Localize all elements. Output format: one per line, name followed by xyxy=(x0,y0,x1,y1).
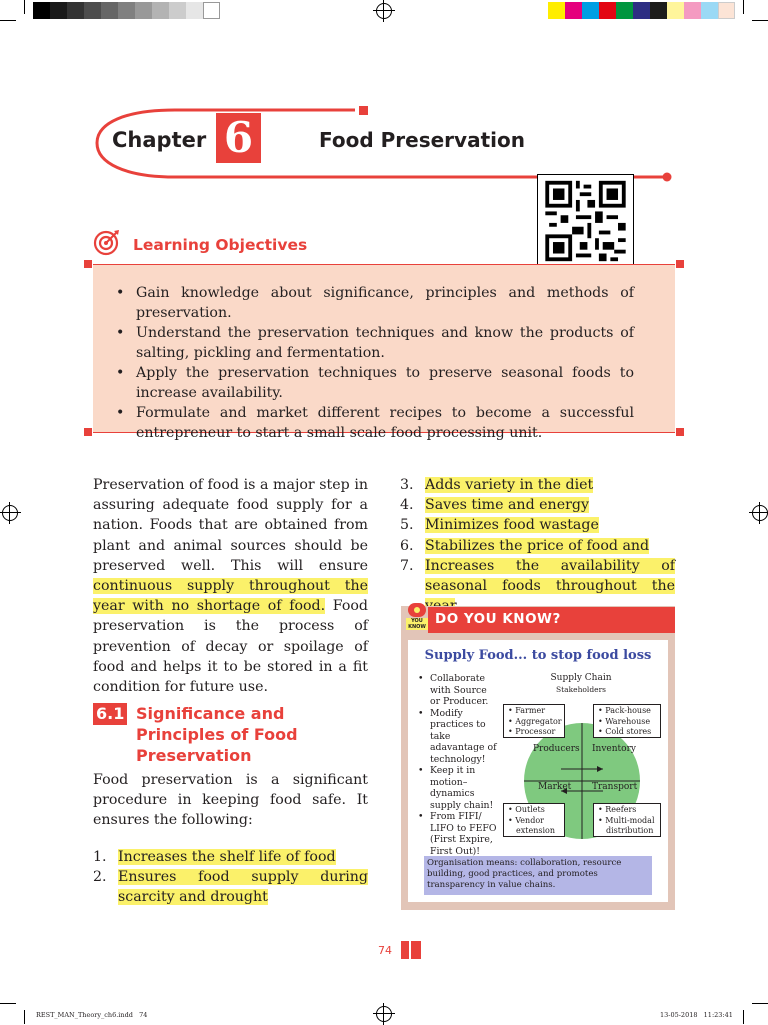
objectives-box-corner xyxy=(84,260,92,268)
badge-label: YOU KNOW xyxy=(406,618,428,630)
benefit-number: 4. xyxy=(400,497,414,514)
benefit-item xyxy=(400,475,675,495)
intro-text-end: Food preservation is the process of prevention of decay or spoilage of food and helps it to be stored in a fit condition for future use. xyxy=(93,598,368,696)
transport-item: • Reefers xyxy=(598,805,637,814)
inventory-item: • Warehouse xyxy=(598,716,651,726)
supply-tips-list xyxy=(416,673,498,857)
objectives-list xyxy=(112,283,634,443)
registration-mark-bottom xyxy=(376,1006,392,1022)
market-box xyxy=(503,803,565,837)
quadrant-market: Market xyxy=(538,782,572,792)
inventory-box xyxy=(593,704,661,738)
quadrant-transport: Transport xyxy=(592,782,638,792)
chapter-title: Food Preservation xyxy=(319,128,525,152)
benefit-text: Stabilizes the price of food and xyxy=(425,537,650,554)
badge-icon xyxy=(408,603,426,617)
quadrant-inventory: Inventory xyxy=(592,744,636,754)
registration-mark-top xyxy=(376,3,392,19)
qr-code-image xyxy=(538,177,633,265)
supply-tip xyxy=(416,673,498,708)
registration-mark-left xyxy=(2,505,18,521)
footer-filename: REST_MAN_Theory_ch6.indd 74 xyxy=(36,1011,148,1019)
producers-item: • Processor xyxy=(508,727,556,736)
benefit-text: Saves time and energy xyxy=(425,497,589,514)
intro-highlight: continuous supply throughout the year with no shortage of food. xyxy=(93,578,368,615)
chapter-number: 6 xyxy=(216,113,261,163)
registration-mark-right xyxy=(752,505,768,521)
benefit-number: 3. xyxy=(400,477,414,493)
bullet-icon: • xyxy=(418,673,424,684)
objectives-box-corner xyxy=(676,428,684,436)
benefit-item xyxy=(400,536,675,556)
section-title: Significance and Principles of Food Preservation xyxy=(136,704,298,765)
benefit-text: Ensures food supply during scarcity and drought xyxy=(118,869,368,906)
footer-timestamp: 13-05-2018 11:23:41 xyxy=(660,1011,733,1019)
market-item: • Vendor extension xyxy=(508,815,555,835)
supply-tip xyxy=(416,708,498,766)
producers-item: • Farmer xyxy=(508,706,546,715)
transport-box xyxy=(593,803,661,837)
inventory-item: • Pack-house xyxy=(598,706,651,715)
diagram-subtitle: Stakeholders xyxy=(555,685,607,694)
benefit-text: Increases the shelf life of food xyxy=(118,849,336,865)
page-number-marker xyxy=(401,941,409,959)
objective-item: • Gain knowledge about significance, principles and methods of preservation. xyxy=(112,283,634,323)
page-number-marker xyxy=(411,941,421,959)
benefit-text: Increases the availability of seasonal foods throughout the xyxy=(425,558,675,614)
supply-tip-text: Collaborate with Source or Producer. xyxy=(430,673,489,707)
qr-code[interactable] xyxy=(537,174,634,278)
intro-paragraph xyxy=(93,475,368,697)
benefit-item xyxy=(400,515,675,535)
supply-tip xyxy=(416,811,498,857)
supply-chain-title: Supply Food... to stop food loss xyxy=(424,648,652,663)
benefit-text: Adds variety in the diet xyxy=(425,477,594,493)
benefit-number: 2. xyxy=(93,869,107,886)
supply-tip-text: Keep it in motion– dynamics supply chain! xyxy=(430,765,494,811)
objectives-box-corner xyxy=(676,260,684,268)
transport-item: • Multi-modal distribution xyxy=(598,815,655,835)
objectives-heading: Learning Objectives xyxy=(133,236,308,254)
supply-chain-note: Organisation means: collaboration, resource building, good practices, and promotes transparency in value chains. xyxy=(424,856,652,895)
benefit-item xyxy=(400,495,675,515)
benefit-number: 1. xyxy=(93,849,107,865)
intro-text: Preservation of food is a major step in assuring adequate food supply for a nation. Foods that are obtained from plant and animal sources should be preserved well. This will ensure xyxy=(93,477,368,574)
benefits-list-right xyxy=(400,475,675,616)
target-icon xyxy=(93,228,121,256)
supply-tip xyxy=(416,765,498,811)
section-number: 6.1 xyxy=(93,703,127,725)
section-body: Food preservation is a significant procedure in keeping food safe. It ensures the following: xyxy=(93,772,368,829)
benefit-text: Minimizes food wastage xyxy=(425,517,599,534)
objectives-box-corner xyxy=(84,428,92,436)
do-you-know-badge xyxy=(406,603,428,633)
bullet-icon: • xyxy=(418,707,424,719)
benefits-list-left xyxy=(93,847,368,908)
benefit-number: 7. xyxy=(400,557,414,574)
objective-item: • Apply the preservation techniques to preserve seasonal foods to increase availability. xyxy=(112,363,634,403)
benefit-number: 5. xyxy=(400,517,414,534)
producers-box xyxy=(503,704,565,738)
objective-item: • Formulate and market different recipes to become a successful entrepreneur to start a small scale food processing unit. xyxy=(112,403,634,443)
market-item: • Outlets xyxy=(508,805,545,814)
benefit-number: 6. xyxy=(400,537,414,554)
page-number: 74 xyxy=(378,944,392,957)
objective-item: • Understand the preservation techniques and know the products of salting, pickling and fermentation. xyxy=(112,323,634,363)
quadrant-producers: Producers xyxy=(533,744,580,754)
benefit-item xyxy=(93,847,368,867)
supply-tip-text: Modify practices to take adavantage of technology! xyxy=(430,707,497,765)
chapter-label: Chapter xyxy=(112,128,207,152)
producers-item: • Aggregator xyxy=(508,716,562,726)
diagram-title: Supply Chain xyxy=(550,673,612,683)
bullet-icon: • xyxy=(418,765,424,776)
benefit-item xyxy=(93,867,368,907)
bullet-icon: • xyxy=(418,811,424,822)
inventory-item: • Cold stores xyxy=(598,727,652,736)
supply-tip-text: From FIFI/ LIFO to FEFO (First Expire, First Out)! xyxy=(430,811,497,857)
do-you-know-heading: DO YOU KNOW? xyxy=(435,611,561,627)
